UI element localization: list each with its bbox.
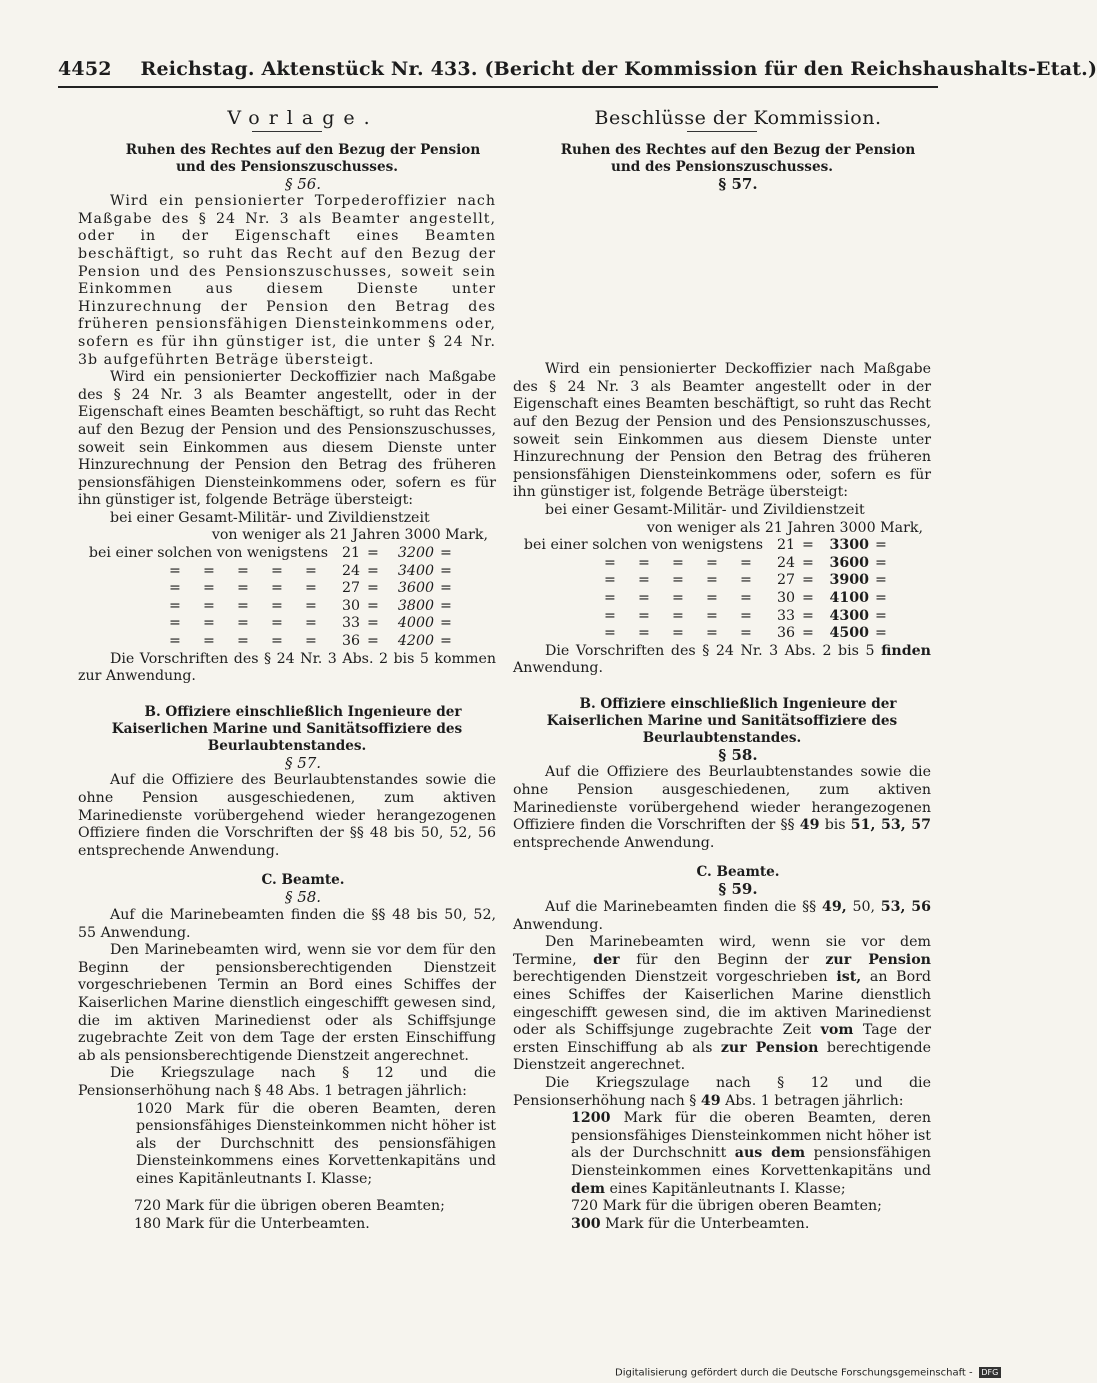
paragraph-text: Auf die Marinebeamten finden die §§ 49, 50, 53, 56 Anwendung. (513, 899, 931, 933)
row-amount: 4300 (829, 607, 869, 624)
paragraph-text: Auf die Offiziere des Beurlaubtenstandes sowie die ohne Pension ausgeschiedenen, zum aktiven Marinedienste vorübergehend wieder herangezogenen Offiziere finden die Vorschriften der §§ 48 bis 50, 52, 56 entsprechende Anwendung. (78, 772, 496, 859)
table-row: = = = = = 27 = 3600 = (169, 580, 452, 597)
table-row: = = = = = 24 = 3600 = (604, 554, 887, 571)
pension-table (513, 520, 931, 643)
allowance-list (571, 1110, 931, 1233)
table-row: bei einer solchen von wenigstens 21 = 3200 = (78, 545, 496, 563)
row-years: 24 (776, 554, 795, 571)
row-amount: 3400 (397, 562, 434, 579)
credit-text: Digitalisierung gefördert durch die Deutsche Forschungsgemeinschaft - (615, 1367, 973, 1379)
row-amount: 3600 (829, 554, 869, 571)
row-years: 24 (341, 562, 360, 579)
list-item: 720 Mark für die übrigen oberen Beamten; (134, 1198, 445, 1215)
paragraph-text: Den Marinebeamten wird, wenn sie vor dem für den Beginn der pensionsberechtigenden Dienstzeit vorgeschriebenen Termin an Bord eines Schiffes der Kaiserlichen Marine dienstlich eingeschifft gewesen sind, die im aktiven Marinedienst oder als Schiffsjunge zugebrachte Zeit von dem Tage der ersten Einschiffung ab als pensionsberechtigende Dienstzeit angerechnet. (78, 942, 496, 1064)
table-row: = = = = = 30 = 4100 = (604, 589, 887, 606)
paragraph-number: § 58. (284, 888, 322, 907)
row-amount: 4000 (397, 615, 434, 632)
allowance-list (136, 1101, 496, 1234)
paragraph-number: § 57. (718, 174, 758, 193)
table-row: = = = = = 33 = 4000 = (169, 615, 452, 632)
section-title: B. Offiziere einschließlich Ingenieure der Kaiserlichen Marine und Sanitätsoffiziere des Beurlaubtenstandes. (111, 703, 463, 754)
row-amount: 3600 (397, 580, 434, 597)
paragraph-text: Wird ein pensionierter Deckoffizier nach Maßgabe des § 24 Nr. 3 als Beamter angestellt oder in der Eigenschaft eines Beamten beschäftigt, so ruht das Recht auf den Bezug der Pension und des Pensionszuschusses, soweit sein Einkommen aus diesem Dienste unter Hinzurechnung der Pension den Betrag des früheren pensionsfähigen Diensteinkommens oder, sofern es für ihn günstiger ist, folgende Beträge übersteigt: (513, 361, 931, 501)
list-item: 720 Mark für die übrigen oberen Beamten; (571, 1198, 882, 1215)
paragraph-text: Die Vorschriften des § 24 Nr. 3 Abs. 2 bis 5 finden Anwendung. (513, 642, 931, 677)
row-years: 21 (776, 537, 795, 554)
paragraph-text: Die Vorschriften des § 24 Nr. 3 Abs. 2 bis 5 kommen zur Anwendung. (78, 650, 496, 685)
section-title: B. Offiziere einschließlich Ingenieure der Kaiserlichen Marine und Sanitätsoffiziere des Beurlaubtenstandes. (546, 695, 898, 746)
paragraph-number: § 57. (284, 753, 322, 772)
paragraph-text: Wird ein pensionierter Torpederoffizier nach Maßgabe des § 24 Nr. 3 als Beamter angestellt, oder in der Eigenschaft eines Beamten beschäftigt, so ruht das Recht auf den Bezug der Pension und des Pensionszuschusses, soweit sein Einkommen aus diesem Dienste unter Hinzurechnung der Pension den Betrag des früheren pensionsfähigen Diensteinkommens oder, sofern es für ihn günstiger ist, die unter § 24 Nr. 3b aufgeführten Beträge übersteigt. (78, 193, 496, 368)
row-amount: 3200 (397, 545, 434, 562)
running-title: Reichstag. Aktenstück Nr. 433. (Bericht der Kommission für den Reichshaushalts-Etat.) (140, 58, 1097, 80)
row-years: 30 (776, 589, 795, 606)
row-years: 33 (341, 615, 360, 632)
row-years: 21 (341, 545, 360, 562)
row-years: 36 (341, 633, 360, 650)
table-intro: bei einer Gesamt-Militär- und Zivildienstzeit (545, 501, 865, 518)
list-item: 300 Mark für die Unterbeamten. (571, 1215, 810, 1232)
row-amount: 4500 (829, 625, 869, 642)
paragraph-text: Auf die Offiziere des Beurlaubtenstandes sowie die ohne Pension ausgeschiedenen, zum aktiven Marinedienste vorübergehend wieder herangezogenen Offiziere finden die Vorschriften der §§ 49 bis 51, 53, 57 entsprechende Anwendung. (513, 764, 931, 851)
row-label: bei einer solchen von wenigstens (88, 545, 328, 562)
table-intro: bei einer Gesamt-Militär- und Zivildienstzeit (110, 509, 430, 526)
pension-table (78, 527, 496, 650)
heading-rule (687, 131, 757, 132)
row-amount: 3300 (829, 537, 869, 554)
paragraph-text: Den Marinebeamten wird, wenn sie vor dem Termine, der für den Beginn der zur Pension berechtigenden Dienstzeit vorgeschrieben ist, an Bord eines Schiffes der Kaiserlichen Marine dienstlich eingeschifft gewesen sind, die im aktiven Marinedienst oder als Schiffsjunge zugebrachte Zeit vom Tage der ersten Einschiffung ab als zur Pension berechtigende Dienstzeit angerechnet. (513, 934, 932, 1074)
paragraph-number: § 56. (284, 174, 322, 193)
row-amount: 4200 (397, 633, 434, 650)
column-vorlage (78, 107, 496, 1234)
header-rule (58, 86, 938, 88)
section-title: Ruhen des Rechtes auf den Bezug der Pension und des Pensionszuschusses. (560, 141, 916, 175)
row-years: 27 (341, 580, 360, 597)
table-row: bei einer solchen von wenigstens 21 = 3300 = (513, 537, 931, 555)
row-amount: 3800 (397, 597, 434, 614)
row-amount: 4100 (829, 589, 869, 606)
table-row: = = = = = 24 = 3400 = (169, 562, 452, 579)
table-first-row: von weniger als 21 Jahren 3000 Mark, (646, 519, 923, 536)
section-title: Ruhen des Rechtes auf den Bezug der Pension und des Pensionszuschusses. (125, 141, 481, 175)
table-row: = = = = = 27 = 3900 = (604, 572, 887, 589)
running-header (58, 58, 1097, 80)
row-years: 36 (776, 625, 795, 642)
table-row: = = = = = 30 = 3800 = (169, 597, 452, 614)
row-years: 27 (776, 572, 795, 589)
row-years: 30 (341, 597, 360, 614)
page-number: 4452 (58, 58, 112, 80)
column-heading: Vorlage. (227, 107, 379, 129)
section-title: C. Beamte. (696, 864, 780, 881)
column-heading: Beschlüsse der Kommission. (594, 107, 882, 129)
blank-space (513, 193, 931, 361)
table-row: = = = = = 36 = 4500 = (604, 625, 887, 642)
paragraph-number: § 59. (718, 880, 758, 899)
digitization-credit (615, 1367, 1001, 1379)
list-item: 1200 Mark für die oberen Beamten, deren pensionsfähiges Diensteinkommen nicht höher ist als der Durchschnitt aus dem pensionsfähigen Diensteinkommen eines Korvettenkapitäns und dem eines Kapitänleutnants I. Klasse; (571, 1110, 931, 1197)
table-row: = = = = = 33 = 4300 = (604, 607, 887, 624)
heading-rule (252, 131, 322, 132)
column-beschluesse (513, 107, 932, 1233)
paragraph-text: Wird ein pensionierter Deckoffizier nach Maßgabe des § 24 Nr. 3 als Beamter angestellt, oder in der Eigenschaft eines Beamten beschäftigt, so ruht das Recht auf den Bezug der Pension und des Pensionszuschusses, soweit sein Einkommen aus diesem Dienste unter Hinzurechnung der Pension den Betrag des früheren pensionsfähigen Diensteinkommens oder, sofern es für ihn günstiger ist, folgende Beträge übersteigt: (78, 369, 496, 509)
table-row: = = = = = 36 = 4200 = (169, 633, 452, 650)
paragraph-text: Die Kriegszulage nach § 12 und die Pensionserhöhung nach § 49 Abs. 1 betragen jährlich: (513, 1074, 931, 1109)
list-item: 1020 Mark für die oberen Beamten, deren pensionsfähiges Diensteinkommen nicht höher ist als der Durchschnitt des pensionsfähigen Diensteinkommens eines Korvettenkapitäns und eines Kapitänleutnants I. Klasse; (136, 1100, 496, 1187)
section-title: C. Beamte. (261, 872, 345, 889)
row-amount: 3900 (829, 572, 869, 589)
table-first-row: von weniger als 21 Jahren 3000 Mark, (211, 527, 488, 544)
dfg-logo: DFG (979, 1367, 1001, 1378)
row-label: bei einer solchen von wenigstens (523, 537, 763, 554)
paragraph-number: § 58. (718, 745, 758, 764)
row-years: 33 (776, 607, 795, 624)
paragraph-text: Auf die Marinebeamten finden die §§ 48 bis 50, 52, 55 Anwendung. (78, 906, 496, 941)
list-item: 180 Mark für die Unterbeamten. (134, 1216, 370, 1233)
paragraph-text: Die Kriegszulage nach § 12 und die Pensionserhöhung nach § 48 Abs. 1 betragen jährlich: (78, 1065, 496, 1099)
